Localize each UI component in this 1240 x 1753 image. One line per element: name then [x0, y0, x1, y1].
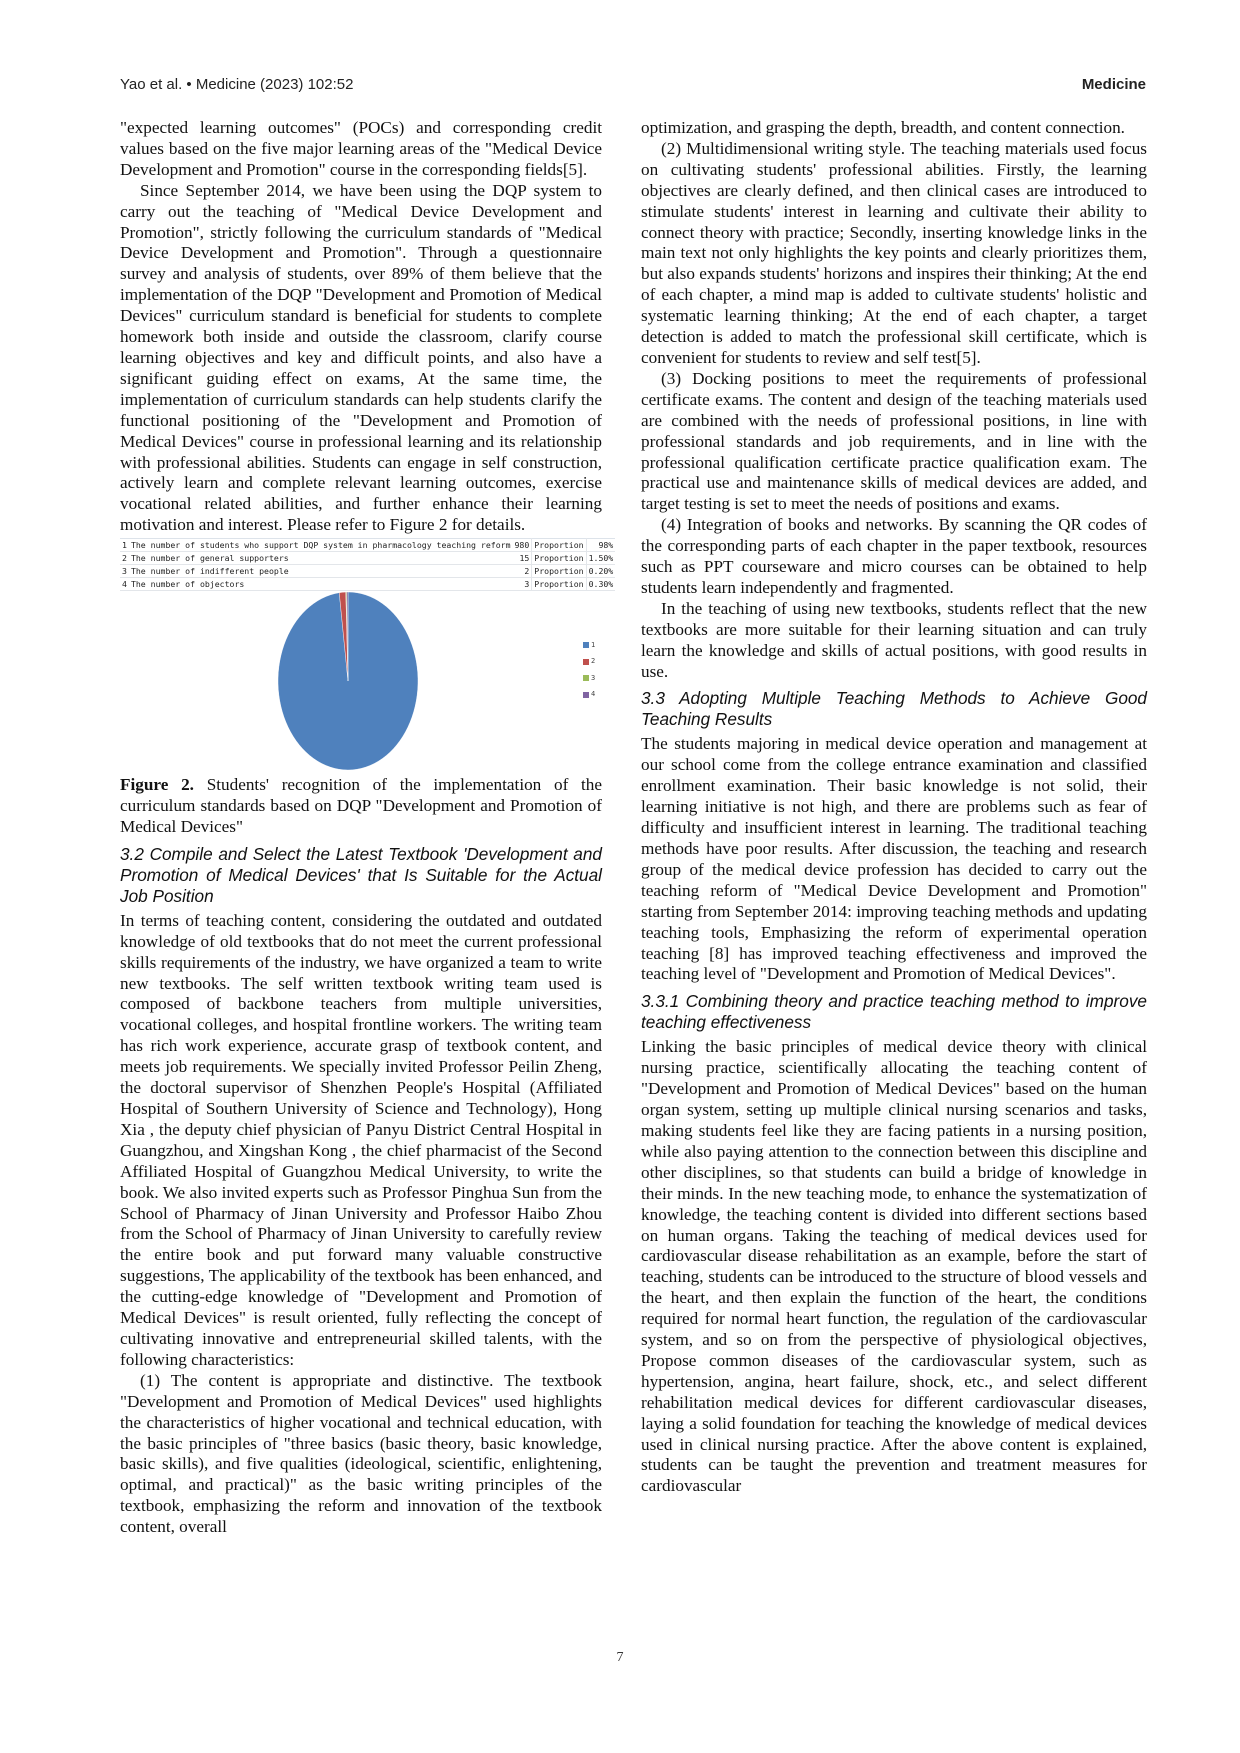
chart-legend: [583, 637, 595, 703]
row-label: The number of general supporters: [129, 552, 513, 565]
row-label: The number of objectors: [129, 578, 513, 591]
paragraph: The students majoring in medical device operation and management at our school come from the college entrance examination and classified enrollment examination. Their basic knowledge is not solid, their learning initiative is not high, and there are problems such as fear of difficulty and insufficient interest in learning. The traditional teaching methods have poor results. After discussion, the teaching and research group of the medical device profession has decided to carry out the teaching reform of "Medical Device Development and Promotion" starting from September 2014: improving teaching methods and updating teaching tools, Emphasizing the reform of experimental operation teaching [8] has improved teaching effectiveness and improved the teaching level of "Development and Promotion of Medical Devices".: [641, 734, 1147, 984]
paragraph: Linking the basic principles of medical device theory with clinical nursing practice, scientifically allocating the teaching content of "Development and Promotion of Medical Devices" based on the human organ system, setting up multiple clinical nursing scenarios and tasks, making students feel like they are facing patients in a nursing position, while also paying attention to the connection between this discipline and other disciplines, so that students can build a bridge of knowledge in their minds. In the new teaching mode, to enhance the systematization of knowledge, the teaching content is divided into different sections based on human organs. Taking the teaching of medical devices used for cardiovascular disease rehabilitation as an example, before the start of teaching, students can be introduced to the structure of blood vessels and the heart, and then explain the function of the heart, the conditions required for normal heart function, the regulation of the cardiovascular system, and so on from the perspective of physiological objectives, Propose common diseases of the cardiovascular system, such as hypertension, angina, heart failure, shock, etc., and select different rehabilitation medical devices for different cardiovascular diseases, laying a solid foundation for teaching the knowledge of medical devices used in clinical nursing practice. After the above content is explained, students can be taught the prevention and treatment measures for cardiovascular: [641, 1037, 1147, 1496]
table-row: [120, 539, 615, 552]
row-index: 1: [122, 540, 127, 551]
section-heading-3-3: 3.3 Adopting Multiple Teaching Methods to Achieve Good Teaching Results: [641, 688, 1147, 730]
row-proportion-label: Proportion: [532, 565, 586, 578]
pie-chart: [120, 591, 602, 771]
legend-swatch: [583, 659, 589, 665]
running-title: Yao et al. • Medicine (2023) 102:52: [120, 76, 354, 93]
paragraph: "expected learning outcomes" (POCs) and corresponding credit values based on the five major learning areas of the "Medical Device Development and Promotion" course in the corresponding fields[5].: [120, 118, 602, 179]
row-proportion-label: Proportion: [532, 539, 586, 552]
paragraph: In the teaching of using new textbooks, students reflect that the new textbooks are more suitable for their learning situation and can truly learn the knowledge and skills of actual positions, with good results in use.: [641, 598, 1147, 681]
paragraph: (4) Integration of books and networks. By scanning the QR codes of the corresponding parts of each chapter in the paper textbook, resources such as PPT courseware and micro courses can be obtained to help students learn independently and fragmented.: [641, 515, 1147, 597]
paragraph: Since September 2014, we have been using the DQP system to carry out the teaching of "Medical Device Development and Promotion", strictly following the curriculum standards of "Medical Device Development and Promotion". Through a questionnaire survey and analysis of students, over 89% of them believe that the implementation of the DQP "Development and Promotion of Medical Devices" curriculum standard is beneficial for students to complete homework both inside and outside the classroom, clarify course learning objectives and key and difficult points, and also have a significant guiding effect on exams, At the same time, the implementation of curriculum standards can help students clarify the functional positioning of the "Development and Promotion of Medical Devices" course in professional learning and its relationship with professional abilities. Students can engage in self construction, actively learn and complete relevant learning outcomes, exercise vocational related abilities, and further enhance their learning motivation and interest. Please refer to Figure 2 for details.: [120, 180, 602, 535]
row-proportion: 0.20%: [586, 565, 615, 578]
legend-item-4: [583, 687, 595, 704]
paragraph: In terms of teaching content, considering the outdated and outdated knowledge of old textbooks that do not meet the current professional skills requirements of the industry, we have organized a team to write new textbooks. The self written textbook writing team used is composed of backbone teachers from multiple universities, vocational colleges, and hospital frontline workers. The writing team has rich work experience, accurate grasp of textbook content, and meets job requirements. We specially invited Professor Peilin Zheng, the doctoral supervisor of Shenzhen People's Hospital (Affiliated Hospital of Southern University of Science and Technology), Hong Xia , the deputy chief physician of Panyu District Central Hospital in Guangzhou, and Xingshan Kong , the chief pharmacist of the Second Affiliated Hospital of Guangzhou Medical University, to write the book. We also invited experts such as Professor Pinghua Sun from the School of Pharmacy of Jinan University and Professor Haibo Zhou from the School of Pharmacy of Jinan University to carefully review the entire book and put forward many valuable constructive suggestions, The applicability of the textbook has been enhanced, and the cutting-edge knowledge of "Development and Promotion of Medical Devices" is result oriented, fully reflecting the concept of cultivating innovative and entrepreneurial skilled talents, with the following characteristics:: [120, 910, 602, 1369]
legend-label: 1: [591, 640, 596, 649]
figure-caption-text: Students' recognition of the implementation of the curriculum standards based on DQP "Development and Promotion of Medical Devices": [120, 775, 603, 836]
row-label: The number of indifferent people: [129, 565, 513, 578]
table-row: [120, 578, 615, 591]
row-index: 4: [122, 579, 127, 590]
section-heading-3-3-1: 3.3.1 Combining theory and practice teaching method to improve teaching effectiveness: [641, 991, 1147, 1033]
legend-label: 3: [591, 673, 596, 682]
figure-2: [120, 538, 614, 838]
row-proportion: 0.30%: [586, 578, 615, 591]
row-index: 3: [122, 566, 127, 577]
row-label: The number of students who support DQP system in pharmacology teaching reform: [130, 540, 511, 551]
figure-label: Figure 2.: [120, 775, 194, 795]
table-row: [120, 552, 615, 565]
legend-label: 4: [591, 690, 596, 699]
table-row: [120, 565, 615, 578]
legend-swatch: [583, 692, 589, 698]
row-count: 980: [513, 539, 532, 552]
row-proportion: 98%: [586, 539, 615, 552]
page-number: 7: [616, 1650, 624, 1665]
journal-name: Medicine: [1081, 76, 1146, 93]
row-count: 15: [513, 552, 532, 565]
survey-table: [120, 538, 615, 591]
pie-chart-svg: [120, 591, 602, 771]
paragraph: (2) Multidimensional writing style. The teaching materials used focus on cultivating students' professional abilities. Firstly, the learning objectives are clearly defined, and then clinical cases are introduced to stimulate students' interest in learning and cultivate their ability to connect theory with practice; Secondly, inserting knowledge links in the main text not only highlights the key points and clearly prioritizes them, but also expands students' horizons and inspires their thinking; At the end of each chapter, a mind map is added to cultivate students' holistic and systematic learning thinking; At the end of each chapter, a target detection is added to match the professional skill certificate, which is convenient for students to review and self test[5].: [641, 138, 1147, 367]
paragraph: (3) Docking positions to meet the requirements of professional certificate exams. The content and design of the teaching materials used are combined with the needs of professional positions, in line with professional standards and job requirements, and in line with the professional qualification certificate practice qualification exam. The practical use and maintenance skills of medical devices are added, and target testing is set to meet the needs of positions and exams.: [641, 368, 1147, 514]
legend-swatch: [583, 675, 589, 681]
row-proportion-label: Proportion: [532, 552, 586, 565]
legend-swatch: [583, 642, 589, 648]
paragraph: optimization, and grasping the depth, breadth, and content connection.: [641, 118, 1125, 137]
paragraph: (1) The content is appropriate and distinctive. The textbook "Development and Promotion of Medical Devices" used highlights the characteristics of higher vocational and technical education, with the basic principles of "three basics (basic theory, basic knowledge, basic skills), and five qualities (ideological, scientific, enlightening, optimal, and practical)" as the basic writing principles of the textbook, emphasizing the reform and innovation of the textbook content, overall: [120, 1370, 602, 1537]
row-index: 2: [122, 553, 127, 564]
running-header: [120, 76, 1146, 98]
row-proportion: 1.50%: [586, 552, 615, 565]
figure-caption: [120, 775, 602, 838]
section-heading-3-2: 3.2 Compile and Select the Latest Textbook 'Development and Promotion of Medical Devices' that Is Suitable for the Actual Job Position: [120, 843, 602, 906]
right-column: [641, 118, 1147, 1497]
row-proportion-label: Proportion: [532, 578, 586, 591]
row-count: 2: [513, 565, 532, 578]
legend-label: 2: [591, 657, 596, 666]
left-column: [120, 118, 614, 1538]
row-count: 3: [513, 578, 532, 591]
